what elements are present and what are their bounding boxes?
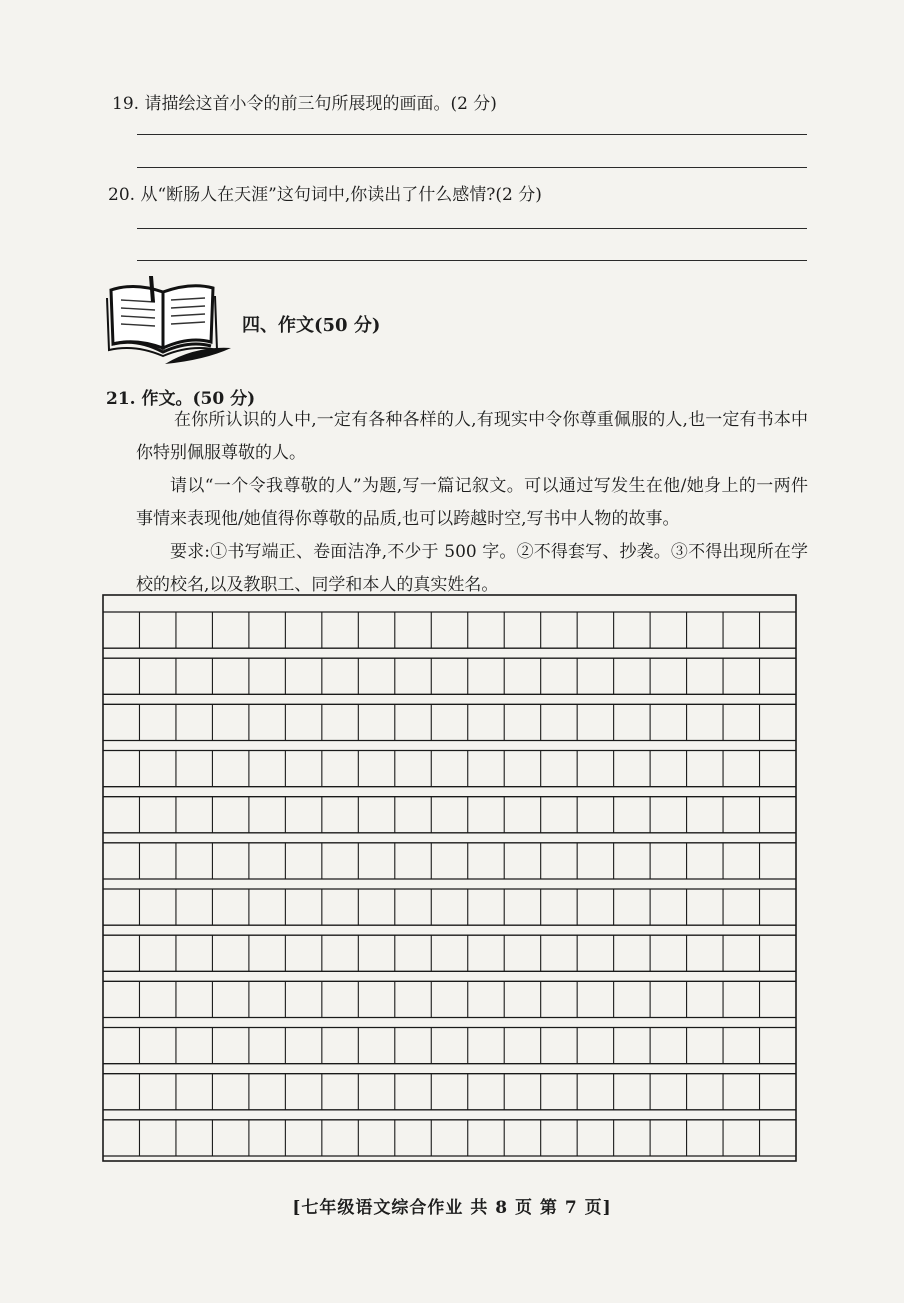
answer-line-19-2[interactable] bbox=[137, 167, 807, 168]
section-title: 四、作文(50 分) bbox=[242, 315, 381, 336]
grid-frame bbox=[103, 595, 796, 1161]
composition-writing-grid[interactable] bbox=[102, 594, 797, 1162]
grid-row bbox=[103, 704, 796, 740]
question-21-label: 21. 作文。(50 分) bbox=[106, 389, 256, 409]
question-20: 20. 从“断肠人在天涯”这句词中,你读出了什么感情?(2 分) bbox=[108, 185, 542, 205]
answer-line-20-2[interactable] bbox=[137, 260, 807, 261]
grid-row bbox=[103, 612, 796, 648]
grid-row bbox=[103, 843, 796, 879]
grid-row bbox=[103, 797, 796, 833]
grid-row bbox=[103, 1074, 796, 1110]
grid-row bbox=[103, 981, 796, 1017]
grid-row bbox=[103, 889, 796, 925]
grid-row bbox=[103, 751, 796, 787]
page-footer: [七年级语文综合作业 共 8 页 第 7 页] bbox=[292, 1198, 612, 1218]
prompt-paragraph-1: 在你所认识的人中,一定有各种各样的人,有现实中令你尊重佩服的人,也一定有书本中你特别佩服尊敬的人。 bbox=[136, 410, 808, 463]
answer-line-19-1[interactable] bbox=[137, 134, 807, 135]
requirements-paragraph: 要求:①书写端正、卷面洁净,不少于 500 字。②不得套写、抄袭。③不得出现所在学校的校名,以及教职工、同学和本人的真实姓名。 bbox=[136, 542, 808, 595]
grid-row bbox=[103, 658, 796, 694]
open-book-with-quill-icon bbox=[105, 276, 235, 368]
grid-row bbox=[103, 1120, 796, 1156]
prompt-paragraph-2: 请以“一个令我尊敬的人”为题,写一篇记叙文。可以通过写发生在他/她身上的一两件事情来表现他/她值得你尊敬的品质,也可以跨越时空,写书中人物的故事。 bbox=[136, 476, 808, 529]
answer-line-20-1[interactable] bbox=[137, 228, 807, 229]
grid-row bbox=[103, 1028, 796, 1064]
question-19: 19. 请描绘这首小令的前三句所展现的画面。(2 分) bbox=[112, 94, 497, 114]
grid-row bbox=[103, 935, 796, 971]
